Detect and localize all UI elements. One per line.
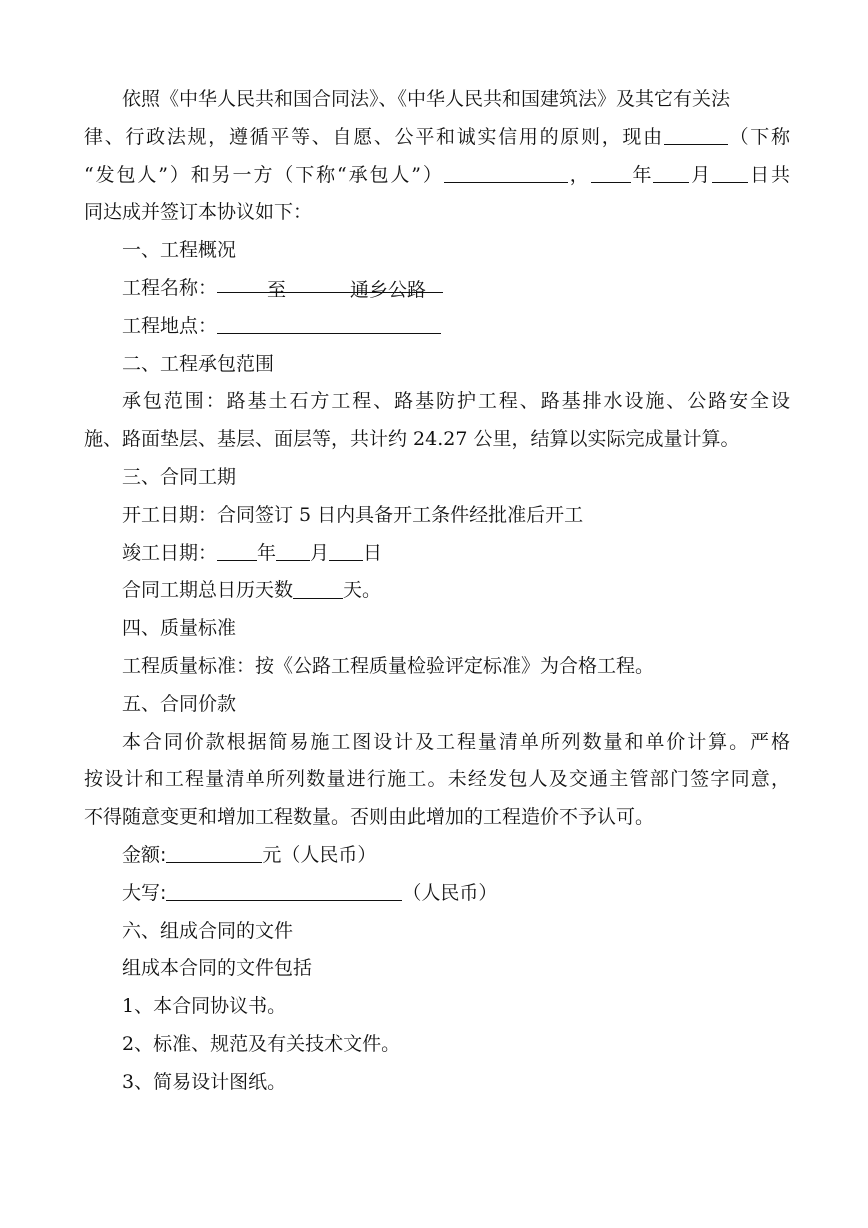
amount-capital-blank xyxy=(166,880,402,901)
completion-year-blank xyxy=(217,540,257,561)
sign-month-blank xyxy=(653,162,689,183)
project-location-blank xyxy=(217,313,441,334)
total-days-line: 合同工期总日历天数 天。 xyxy=(122,579,382,602)
section-3-heading: 三、合同工期 xyxy=(122,465,237,488)
preamble-line-1: 依照《中华人民共和国合同法》、《中华人民共和国建筑法》及其它有关法 xyxy=(122,88,731,110)
section-5-heading: 五、合同价款 xyxy=(122,692,237,715)
section-2-heading: 二、工程承包范围 xyxy=(122,352,275,375)
section-6-heading: 六、组成合同的文件 xyxy=(122,919,294,942)
section-4-heading: 四、质量标准 xyxy=(122,617,237,640)
sign-year-blank xyxy=(591,162,631,183)
documents-intro: 组成本合同的文件包括 xyxy=(122,957,313,980)
completion-day-blank xyxy=(329,540,363,561)
sign-day-blank xyxy=(712,162,748,183)
completion-month-blank xyxy=(276,540,310,561)
price-line-2: 按设计和工程量清单所列数量进行施工。未经发包人及交通主管部门签字同意， xyxy=(84,768,790,791)
preamble-line-2: 律、行政法规，遵循平等、自愿、公平和诚实信用的原则，现由 （下称 xyxy=(84,125,790,148)
scope-line-2: 施、路面垫层、基层、面层等，共计约 24.27 公里，结算以实际完成量计算。 xyxy=(84,428,740,451)
document-item: 1、本合同协议书。 xyxy=(122,995,287,1018)
amount-blank xyxy=(166,842,262,863)
project-location-line: 工程地点： xyxy=(84,308,790,346)
total-days-blank xyxy=(293,578,343,599)
project-name-line: 工程名称： 至 通乡公路 xyxy=(84,270,790,308)
start-date-line: 开工日期：合同签订 5 日内具备开工条件经批准后开工 xyxy=(122,503,584,526)
completion-date-line: 竣工日期： 年 月 日 xyxy=(122,541,383,564)
price-line-1: 本合同价款根据简易施工图设计及工程量清单所列数量和单价计算。严格 xyxy=(122,730,790,753)
quality-standard-line: 工程质量标准：按《公路工程质量检验评定标准》为合格工程。 xyxy=(122,654,655,677)
amount-line: 金额: 元（人民币） xyxy=(122,843,377,866)
section-1-heading: 一、工程概况 xyxy=(122,239,237,262)
preamble-line-3: “发包人”）和另一方（下称“承包人”） ， 年 月 日共 xyxy=(84,163,790,186)
amount-capital-line: 大写: （人民币） xyxy=(122,881,498,904)
document-item: 3、简易设计图纸。 xyxy=(122,1070,287,1093)
price-line-3: 不得随意变更和增加工程数量。否则由此增加的工程造价不予认可。 xyxy=(84,806,655,829)
preamble-line-4: 同达成并签订本协议如下： xyxy=(84,201,313,224)
employer-blank xyxy=(664,124,728,145)
project-name-field: 至 通乡公路 xyxy=(217,272,443,293)
contractor-blank xyxy=(444,162,568,183)
document-item: 2、标准、规范及有关技术文件。 xyxy=(122,1032,401,1055)
scope-line-1: 承包范围：路基土石方工程、路基防护工程、路基排水设施、公路安全设 xyxy=(122,390,790,413)
